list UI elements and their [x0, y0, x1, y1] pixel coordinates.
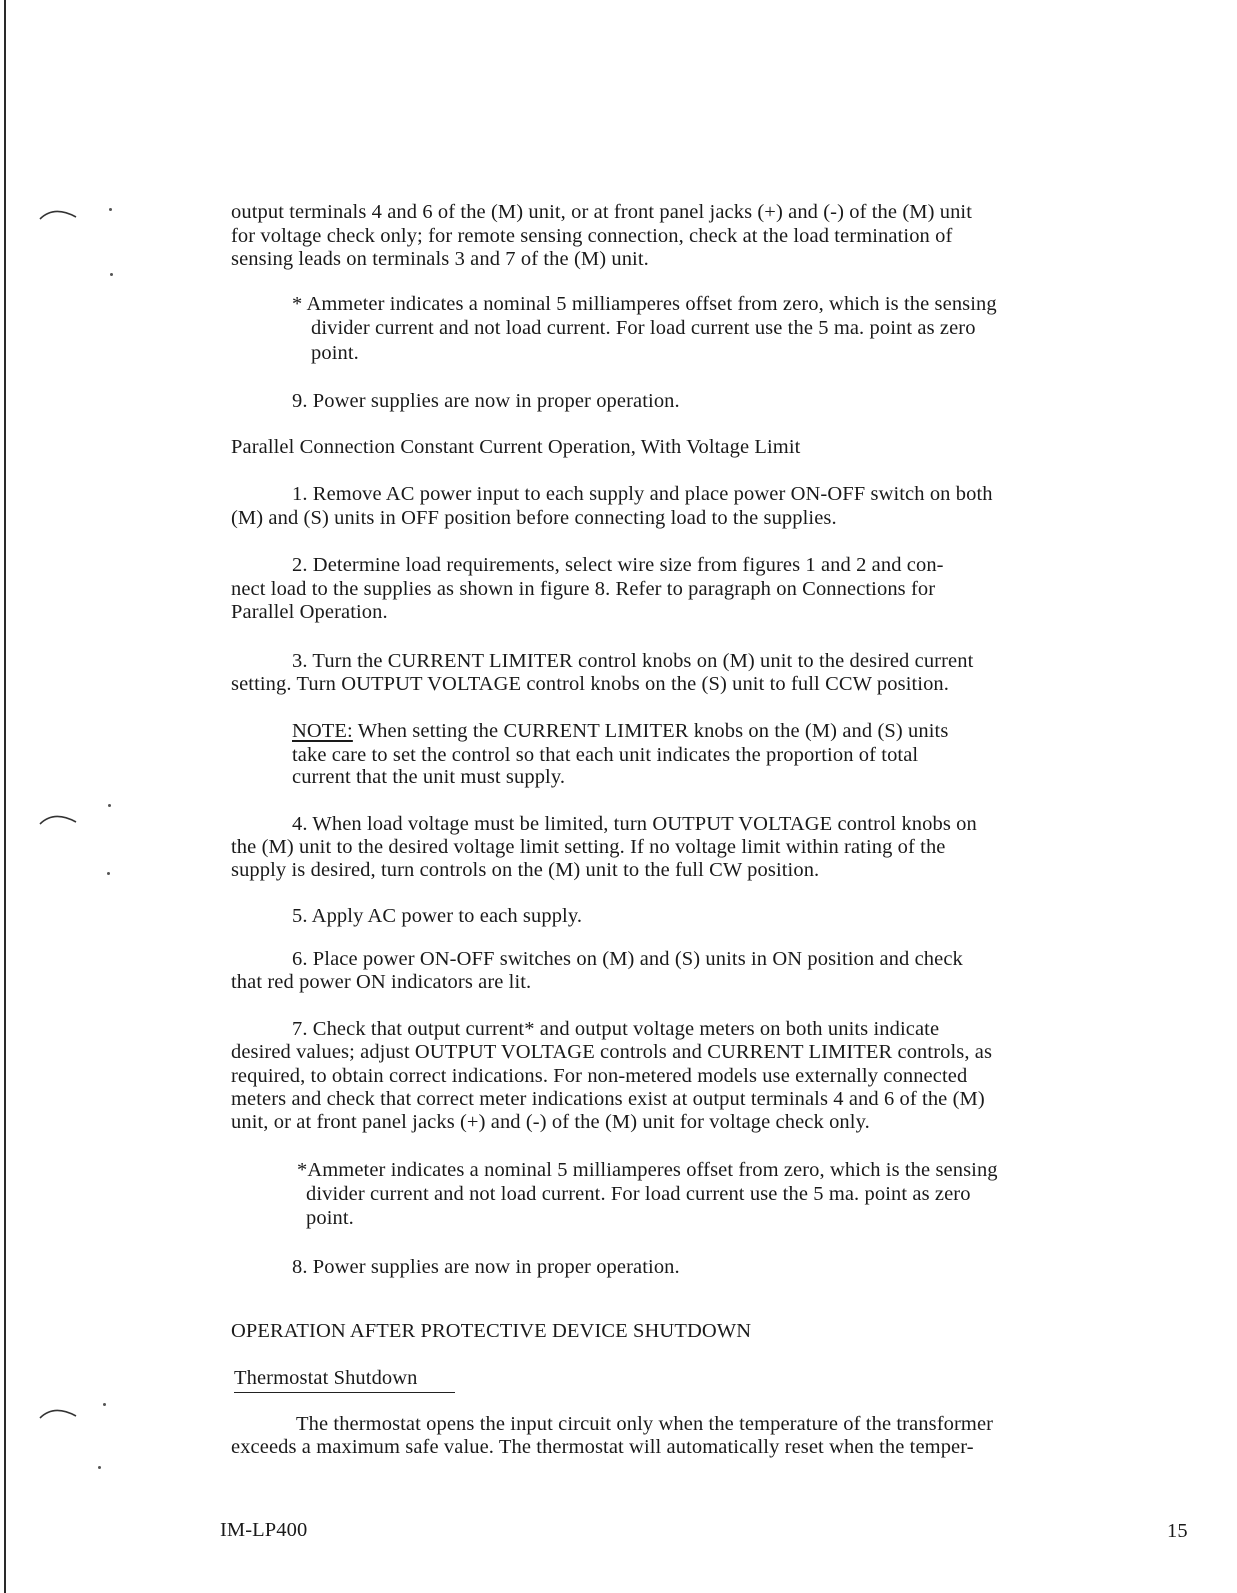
- note-line: take care to set the control so that each unit indicates the proportion of total: [292, 744, 919, 766]
- section-heading: OPERATION AFTER PROTECTIVE DEVICE SHUTDOWN: [231, 1320, 752, 1342]
- step-4: the (M) unit to the desired voltage limit setting. If no voltage limit within rating of the: [231, 836, 946, 858]
- speck-mark: [103, 1403, 106, 1406]
- step-2: 2. Determine load requirements, select wire size from figures 1 and 2 and con-: [292, 554, 944, 576]
- step-3: 3. Turn the CURRENT LIMITER control knobs on (M) unit to the desired current: [292, 650, 974, 672]
- subsection-heading: Thermostat Shutdown: [234, 1367, 418, 1389]
- step-7: 7. Check that output current* and output voltage meters on both units indicate: [292, 1018, 940, 1040]
- punch-hole-arc-icon: [38, 1404, 80, 1420]
- step-5: 5. Apply AC power to each supply.: [292, 905, 583, 927]
- ammeter-note-line: point.: [311, 342, 359, 364]
- section-subheading: Parallel Connection Constant Current Operation, With Voltage Limit: [231, 436, 801, 458]
- step-7: required, to obtain correct indications. For non-metered models use externally connected: [231, 1065, 968, 1087]
- footer-doc-id: IM-LP400: [220, 1519, 308, 1541]
- step-7: meters and check that correct meter indications exist at output terminals 4 and 6 of the (M): [231, 1088, 985, 1110]
- step-7: desired values; adjust OUTPUT VOLTAGE controls and CURRENT LIMITER controls, as: [231, 1041, 993, 1063]
- binding-edge: [4, 0, 6, 1593]
- ammeter-note-line: point.: [306, 1207, 354, 1229]
- speck-mark: [107, 872, 110, 875]
- step-1: 1. Remove AC power input to each supply and place power ON-OFF switch on both: [292, 483, 993, 505]
- body-line: sensing leads on terminals 3 and 7 of the (M) unit.: [231, 248, 649, 270]
- note-label: NOTE:: [292, 720, 353, 742]
- note-line: [292, 720, 948, 743]
- footer-page-number: 15: [1167, 1520, 1188, 1542]
- punch-hole-arc-icon: [38, 810, 80, 826]
- ammeter-note-line: divider current and not load current. For load current use the 5 ma. point as zero: [306, 1183, 971, 1205]
- body-line: output terminals 4 and 6 of the (M) unit, or at front panel jacks (+) and (-) of the (M) unit: [231, 201, 973, 223]
- step-6: that red power ON indicators are lit.: [231, 971, 532, 993]
- step-4: supply is desired, turn controls on the (M) unit to the full CW position.: [231, 859, 820, 881]
- ammeter-note-line: * Ammeter indicates a nominal 5 milliamperes offset from zero, which is the sensing: [292, 293, 997, 315]
- speck-mark: [108, 804, 111, 807]
- step-6: 6. Place power ON-OFF switches on (M) and (S) units in ON position and check: [292, 948, 963, 970]
- punch-hole-arc-icon: [38, 205, 80, 221]
- ammeter-note-line: *Ammeter indicates a nominal 5 milliamperes offset from zero, which is the sensing: [297, 1159, 998, 1181]
- note-text: When setting the CURRENT LIMITER knobs on the (M) and (S) units: [352, 720, 949, 742]
- ammeter-note-line: divider current and not load current. For load current use the 5 ma. point as zero: [311, 317, 976, 339]
- step-9: 9. Power supplies are now in proper operation.: [292, 390, 680, 412]
- body-line: The thermostat opens the input circuit only when the temperature of the transformer: [296, 1413, 994, 1435]
- note-line: current that the unit must supply.: [292, 766, 566, 788]
- step-7: unit, or at front panel jacks (+) and (-) of the (M) unit for voltage check only.: [231, 1111, 870, 1133]
- speck-mark: [110, 273, 113, 276]
- subsection-underline: [234, 1392, 455, 1393]
- speck-mark: [98, 1466, 101, 1469]
- step-4: 4. When load voltage must be limited, turn OUTPUT VOLTAGE control knobs on: [292, 813, 977, 835]
- body-line: exceeds a maximum safe value. The thermostat will automatically reset when the temper-: [231, 1436, 974, 1458]
- body-line: for voltage check only; for remote sensing connection, check at the load termination of: [231, 225, 953, 247]
- step-2: nect load to the supplies as shown in figure 8. Refer to paragraph on Connections for: [231, 578, 936, 600]
- speck-mark: [109, 208, 112, 211]
- step-1: (M) and (S) units in OFF position before connecting load to the supplies.: [231, 507, 837, 529]
- step-3: setting. Turn OUTPUT VOLTAGE control knobs on the (S) unit to full CCW position.: [231, 673, 950, 695]
- step-8: 8. Power supplies are now in proper operation.: [292, 1256, 680, 1278]
- step-2: Parallel Operation.: [231, 601, 388, 623]
